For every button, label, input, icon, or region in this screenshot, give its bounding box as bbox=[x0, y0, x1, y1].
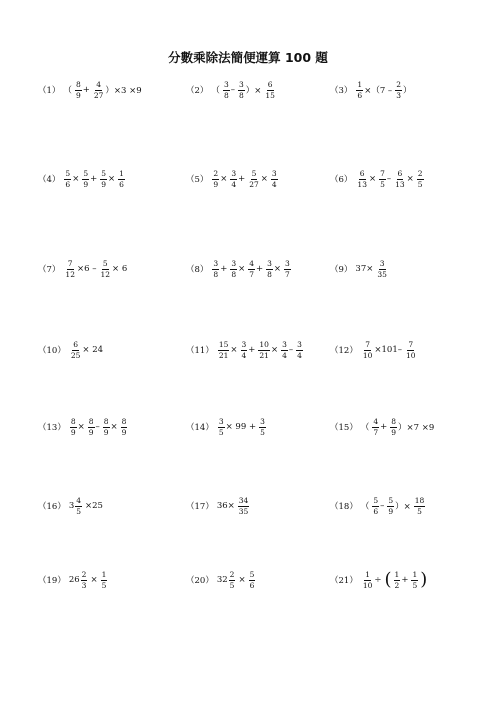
problem-18 bbox=[330, 497, 426, 515]
numerator: 3 bbox=[297, 340, 302, 349]
problem-7 bbox=[38, 260, 129, 278]
denominator: 6 bbox=[357, 90, 363, 100]
expression-text: ）×7 ×9 bbox=[398, 423, 435, 433]
denominator: 27 bbox=[249, 179, 259, 189]
expression-text: ）× bbox=[245, 86, 262, 96]
problem-number: （17） bbox=[186, 502, 214, 512]
problem-number: （10） bbox=[38, 346, 66, 356]
fraction bbox=[281, 341, 288, 359]
expression-text: （ bbox=[63, 86, 72, 96]
denominator: 4 bbox=[297, 350, 302, 360]
numerator: 5 bbox=[65, 169, 71, 178]
denominator: 35 bbox=[377, 269, 387, 279]
numerator: 1 bbox=[119, 169, 124, 178]
denominator: 4 bbox=[282, 350, 287, 360]
problem-number: （18） bbox=[330, 502, 358, 512]
numerator: 3 bbox=[231, 169, 237, 178]
numerator: 5 bbox=[102, 259, 108, 268]
problem-11 bbox=[186, 341, 304, 359]
expression-text: – bbox=[230, 85, 235, 95]
problem-number: （11） bbox=[186, 346, 214, 356]
denominator: 35 bbox=[238, 506, 249, 516]
numerator: 5 bbox=[251, 169, 257, 178]
denominator: 8 bbox=[213, 269, 219, 279]
fraction bbox=[218, 341, 230, 359]
denominator: 12 bbox=[100, 269, 110, 279]
expression-text: × bbox=[108, 174, 116, 184]
expression-text: （ bbox=[360, 423, 370, 433]
denominator: 10 bbox=[362, 350, 373, 360]
expression-text: × bbox=[90, 575, 98, 585]
problem-2 bbox=[186, 81, 277, 99]
numerator: 6 bbox=[73, 340, 78, 349]
problem-number: （7） bbox=[38, 265, 61, 275]
denominator: 4 bbox=[271, 179, 277, 189]
denominator: 6 bbox=[119, 179, 124, 189]
fraction bbox=[271, 170, 278, 188]
whole-part: 26 bbox=[68, 575, 80, 585]
expression-text: × bbox=[220, 174, 228, 184]
numerator: 1 bbox=[357, 80, 363, 89]
denominator: 5 bbox=[380, 179, 385, 189]
expression-text: （ bbox=[211, 86, 220, 96]
fraction bbox=[238, 81, 245, 99]
numerator: 3 bbox=[285, 259, 290, 268]
problem-number: （16） bbox=[38, 502, 66, 512]
numerator: 34 bbox=[238, 496, 249, 505]
fraction bbox=[64, 170, 71, 188]
fraction bbox=[121, 418, 128, 436]
denominator: 8 bbox=[223, 90, 229, 100]
denominator: 9 bbox=[213, 179, 219, 189]
numerator: 6 bbox=[397, 169, 403, 178]
numerator: 5 bbox=[101, 169, 107, 178]
numerator: 3 bbox=[231, 259, 237, 268]
numerator: 3 bbox=[379, 259, 385, 268]
problem-1 bbox=[38, 81, 144, 99]
denominator: 9 bbox=[391, 427, 397, 437]
expression-text: （ bbox=[360, 502, 370, 512]
expression-text: × 99 + bbox=[225, 422, 257, 432]
problem-9 bbox=[330, 260, 389, 278]
fraction bbox=[230, 170, 237, 188]
problem-6 bbox=[330, 170, 425, 188]
numerator: 8 bbox=[75, 80, 81, 89]
denominator: 6 bbox=[65, 179, 71, 189]
denominator: 3 bbox=[396, 90, 401, 100]
denominator: 9 bbox=[75, 90, 81, 100]
fraction bbox=[88, 418, 95, 436]
fraction bbox=[212, 260, 219, 278]
numerator: 2 bbox=[417, 169, 423, 178]
numerator: 18 bbox=[414, 496, 425, 505]
problem-number: （12） bbox=[330, 346, 358, 356]
fraction bbox=[70, 341, 82, 359]
expression-text: + bbox=[238, 174, 246, 184]
expression-text: × bbox=[230, 345, 238, 355]
expression-text: × 24 bbox=[82, 345, 104, 355]
denominator: 13 bbox=[357, 179, 367, 189]
problem-12 bbox=[330, 341, 418, 359]
fraction bbox=[82, 170, 89, 188]
problem-number: （3） bbox=[330, 86, 353, 96]
denominator: 7 bbox=[373, 427, 379, 437]
fraction bbox=[238, 497, 250, 515]
problem-number: （8） bbox=[186, 265, 209, 275]
expression-text: ） bbox=[402, 86, 412, 96]
expression-text: – bbox=[380, 501, 385, 511]
fraction bbox=[356, 81, 363, 99]
denominator: 8 bbox=[238, 90, 244, 100]
denominator: 9 bbox=[103, 427, 109, 437]
numerator: 7 bbox=[408, 340, 414, 349]
problem-15 bbox=[330, 418, 436, 436]
numerator: 4 bbox=[76, 496, 82, 505]
problem-13 bbox=[38, 418, 128, 436]
mixed-number bbox=[69, 571, 89, 589]
numerator: 5 bbox=[83, 169, 89, 178]
numerator: 8 bbox=[391, 417, 397, 426]
denominator: 2 bbox=[394, 580, 400, 590]
fraction bbox=[266, 260, 273, 278]
numerator: 2 bbox=[213, 169, 219, 178]
expression-text: + bbox=[82, 85, 90, 95]
denominator: 4 bbox=[231, 179, 237, 189]
problem-16 bbox=[38, 497, 105, 515]
problem-number: （14） bbox=[186, 423, 214, 433]
fraction bbox=[93, 81, 105, 99]
large-parenthesis: ) bbox=[420, 569, 428, 590]
fraction bbox=[118, 170, 125, 188]
problem-number: （20） bbox=[186, 576, 214, 586]
denominator: 21 bbox=[259, 350, 269, 360]
fraction bbox=[230, 260, 237, 278]
numerator: 1 bbox=[365, 570, 370, 579]
denominator: 13 bbox=[395, 179, 405, 189]
numerator: 8 bbox=[103, 417, 109, 426]
expression-text: × bbox=[110, 422, 118, 432]
numerator: 3 bbox=[238, 80, 244, 89]
problem-number: （6） bbox=[330, 175, 353, 185]
denominator: 7 bbox=[285, 269, 290, 279]
numerator: 15 bbox=[218, 340, 229, 349]
problem-number: （21） bbox=[330, 576, 358, 586]
numerator: 3 bbox=[218, 417, 224, 426]
fraction bbox=[100, 170, 107, 188]
denominator: 5 bbox=[101, 580, 107, 590]
problem-8 bbox=[186, 260, 292, 278]
fraction bbox=[229, 571, 236, 589]
problem-5 bbox=[186, 170, 279, 188]
problem-number: （5） bbox=[186, 175, 209, 185]
numerator: 7 bbox=[67, 259, 73, 268]
numerator: 4 bbox=[96, 80, 101, 89]
fraction bbox=[394, 170, 406, 188]
expression-text: + bbox=[401, 575, 409, 585]
fraction bbox=[223, 81, 230, 99]
denominator: 7 bbox=[249, 269, 255, 279]
expression-text: × bbox=[260, 174, 268, 184]
numerator: 7 bbox=[380, 169, 385, 178]
fraction bbox=[218, 418, 225, 436]
fraction bbox=[258, 341, 270, 359]
numerator: 3 bbox=[223, 80, 229, 89]
numerator: 2 bbox=[396, 80, 401, 89]
fraction bbox=[103, 418, 110, 436]
expression-text: – bbox=[95, 422, 100, 432]
fraction bbox=[259, 418, 266, 436]
expression-text: + bbox=[256, 264, 264, 274]
whole-part: 3 bbox=[68, 501, 75, 511]
problem-14 bbox=[186, 418, 267, 436]
denominator: 9 bbox=[88, 427, 94, 437]
fraction bbox=[405, 341, 417, 359]
denominator: 5 bbox=[417, 506, 422, 516]
fraction bbox=[248, 260, 255, 278]
fraction bbox=[64, 260, 76, 278]
denominator: 9 bbox=[101, 179, 107, 189]
expression-text: ×25 bbox=[85, 501, 103, 511]
problem-number: （13） bbox=[38, 423, 66, 433]
mixed-number bbox=[69, 497, 83, 515]
numerator: 4 bbox=[373, 417, 379, 426]
numerator: 5 bbox=[373, 496, 379, 505]
problem-10 bbox=[38, 341, 105, 359]
fraction bbox=[379, 170, 386, 188]
expression-text: ×101– bbox=[374, 345, 402, 355]
denominator: 8 bbox=[267, 269, 272, 279]
whole-part: 32 bbox=[216, 575, 228, 585]
numerator: 8 bbox=[88, 417, 94, 426]
expression-text: ）× bbox=[395, 502, 411, 512]
fraction bbox=[296, 341, 303, 359]
denominator: 5 bbox=[76, 506, 82, 516]
numerator: 8 bbox=[70, 417, 76, 426]
denominator: 15 bbox=[265, 90, 275, 100]
fraction bbox=[390, 418, 397, 436]
denominator: 8 bbox=[231, 269, 237, 279]
numerator: 10 bbox=[259, 340, 269, 349]
fraction bbox=[362, 341, 374, 359]
numerator: 8 bbox=[121, 417, 127, 426]
problem-19 bbox=[38, 571, 108, 589]
denominator: 5 bbox=[229, 580, 235, 590]
numerator: 2 bbox=[81, 570, 87, 579]
large-parenthesis: ( bbox=[384, 569, 392, 590]
problem-4 bbox=[38, 170, 126, 188]
fraction bbox=[417, 170, 424, 188]
denominator: 4 bbox=[241, 350, 247, 360]
expression-text: × bbox=[238, 575, 246, 585]
fraction bbox=[362, 571, 374, 589]
expression-text: ÷ bbox=[374, 575, 382, 585]
expression-text: × bbox=[368, 174, 377, 184]
denominator: 5 bbox=[218, 427, 224, 437]
fraction bbox=[248, 170, 260, 188]
numerator: 4 bbox=[249, 259, 255, 268]
expression-text: ×6 – bbox=[76, 264, 97, 274]
fraction bbox=[241, 341, 248, 359]
fraction bbox=[372, 418, 379, 436]
expression-text: × bbox=[72, 174, 80, 184]
problem-20 bbox=[186, 571, 256, 589]
fraction bbox=[394, 571, 401, 589]
denominator: 5 bbox=[412, 580, 418, 590]
fraction bbox=[70, 418, 77, 436]
fraction bbox=[387, 497, 394, 515]
fraction bbox=[376, 260, 388, 278]
expression-text: × bbox=[238, 264, 246, 274]
denominator: 5 bbox=[417, 179, 423, 189]
denominator: 10 bbox=[405, 350, 416, 360]
expression-text: + bbox=[90, 174, 98, 184]
numerator: 3 bbox=[282, 340, 287, 349]
fraction bbox=[284, 260, 291, 278]
expression-text: × bbox=[270, 345, 279, 355]
fraction bbox=[212, 170, 219, 188]
numerator: 6 bbox=[359, 169, 365, 178]
fraction bbox=[414, 497, 426, 515]
problem-17 bbox=[186, 497, 250, 515]
fraction bbox=[101, 571, 108, 589]
mixed-number bbox=[217, 571, 237, 589]
numerator: 3 bbox=[267, 259, 272, 268]
denominator: 9 bbox=[70, 427, 76, 437]
problem-number: （4） bbox=[38, 175, 61, 185]
fraction bbox=[99, 260, 111, 278]
expression-text: ×（7 – bbox=[364, 86, 393, 96]
denominator: 10 bbox=[362, 580, 373, 590]
problem-21 bbox=[330, 571, 428, 589]
numerator: 2 bbox=[229, 570, 235, 579]
fraction bbox=[75, 497, 82, 515]
expression-text: × bbox=[273, 264, 282, 274]
denominator: 3 bbox=[81, 580, 87, 590]
numerator: 5 bbox=[249, 570, 255, 579]
expression-text: + bbox=[380, 422, 388, 432]
problem-number: （2） bbox=[186, 86, 209, 96]
expression-text: 37× bbox=[355, 264, 374, 274]
denominator: 6 bbox=[249, 580, 255, 590]
fraction bbox=[395, 81, 402, 99]
expression-text: ）×3 ×9 bbox=[105, 86, 142, 96]
fraction bbox=[411, 571, 418, 589]
fraction bbox=[81, 571, 88, 589]
numerator: 1 bbox=[101, 570, 107, 579]
fraction bbox=[249, 571, 256, 589]
numerator: 3 bbox=[260, 417, 265, 426]
problem-3 bbox=[330, 81, 413, 99]
numerator: 7 bbox=[365, 340, 370, 349]
expression-text: + bbox=[248, 345, 256, 355]
denominator: 9 bbox=[388, 506, 394, 516]
numerator: 3 bbox=[271, 169, 277, 178]
denominator: 5 bbox=[260, 427, 265, 437]
problem-number: （15） bbox=[330, 423, 358, 433]
numerator: 1 bbox=[412, 570, 418, 579]
problem-number: （19） bbox=[38, 576, 66, 586]
expression-text: 36× bbox=[216, 501, 235, 511]
fraction bbox=[356, 170, 368, 188]
fraction bbox=[75, 81, 82, 99]
fraction bbox=[264, 81, 276, 99]
denominator: 25 bbox=[70, 350, 81, 360]
denominator: 9 bbox=[121, 427, 127, 437]
expression-text: × 6 bbox=[112, 264, 128, 274]
numerator: 6 bbox=[267, 80, 273, 89]
numerator: 3 bbox=[241, 340, 247, 349]
denominator: 6 bbox=[373, 506, 379, 516]
expression-text: × bbox=[406, 174, 414, 184]
denominator: 9 bbox=[83, 179, 89, 189]
expression-text: – bbox=[288, 345, 294, 355]
fraction bbox=[372, 497, 379, 515]
problem-number: （9） bbox=[330, 265, 353, 275]
page-title: 分數乘除法簡便運算 100 題 bbox=[168, 50, 328, 65]
numerator: 1 bbox=[394, 570, 400, 579]
denominator: 12 bbox=[65, 269, 75, 279]
expression-text: × bbox=[77, 422, 85, 432]
denominator: 21 bbox=[218, 350, 229, 360]
denominator: 27 bbox=[93, 90, 104, 100]
numerator: 5 bbox=[388, 496, 394, 505]
expression-text: + bbox=[220, 264, 228, 274]
numerator: 3 bbox=[213, 259, 219, 268]
expression-text: – bbox=[386, 174, 392, 184]
problem-number: （1） bbox=[38, 86, 61, 96]
